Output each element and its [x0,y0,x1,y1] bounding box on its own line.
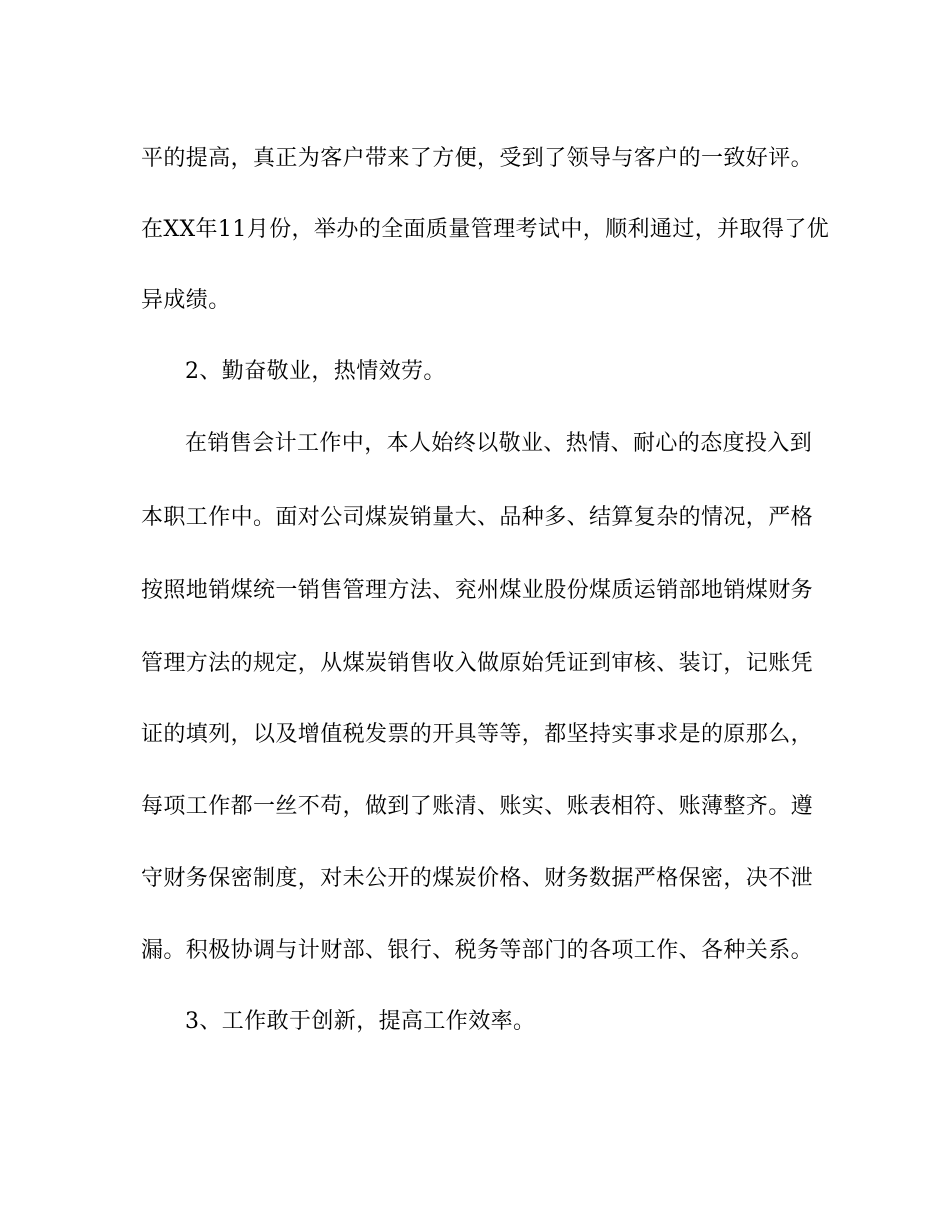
text-line: 守财务保密制度，对未公开的煤炭价格、财务数据严格保密，决不泄 [141,866,814,891]
text-line: 漏。积极协调与计财部、银行、税务等部门的各项工作、各种关系。 [141,938,814,963]
text-line: 管理方法的规定，从煤炭销售收入做原始凭证到审核、装订，记账凭 [141,651,814,676]
section-heading: 3、工作敢于创新，提高工作效率。 [185,1009,536,1034]
section-heading: 2、勤奋敬业，热情效劳。 [185,359,446,384]
text-line: 按照地销煤统一销售管理方法、兖州煤业股份煤质运销部地销煤财务 [141,578,814,603]
text-line: 本职工作中。面对公司煤炭销量大、品种多、结算复杂的情况，严格 [141,505,814,530]
text-line: 证的填列，以及增值税发票的开具等等，都坚持实事求是的原那么， [141,722,814,747]
text-line: 平的提高，真正为客户带来了方便，受到了领导与客户的一致好评。 [141,146,814,171]
text-line: 每项工作都一丝不苟，做到了账清、账实、账表相符、账薄整齐。遵 [141,794,814,819]
text-line: 异成绩。 [141,288,231,313]
paragraph-start: 在销售会计工作中，本人始终以敬业、热情、耐心的态度投入到 [185,431,813,456]
text-line: 在XX年11月份，举办的全面质量管理考试中，顺利通过，并取得了优 [141,217,830,242]
